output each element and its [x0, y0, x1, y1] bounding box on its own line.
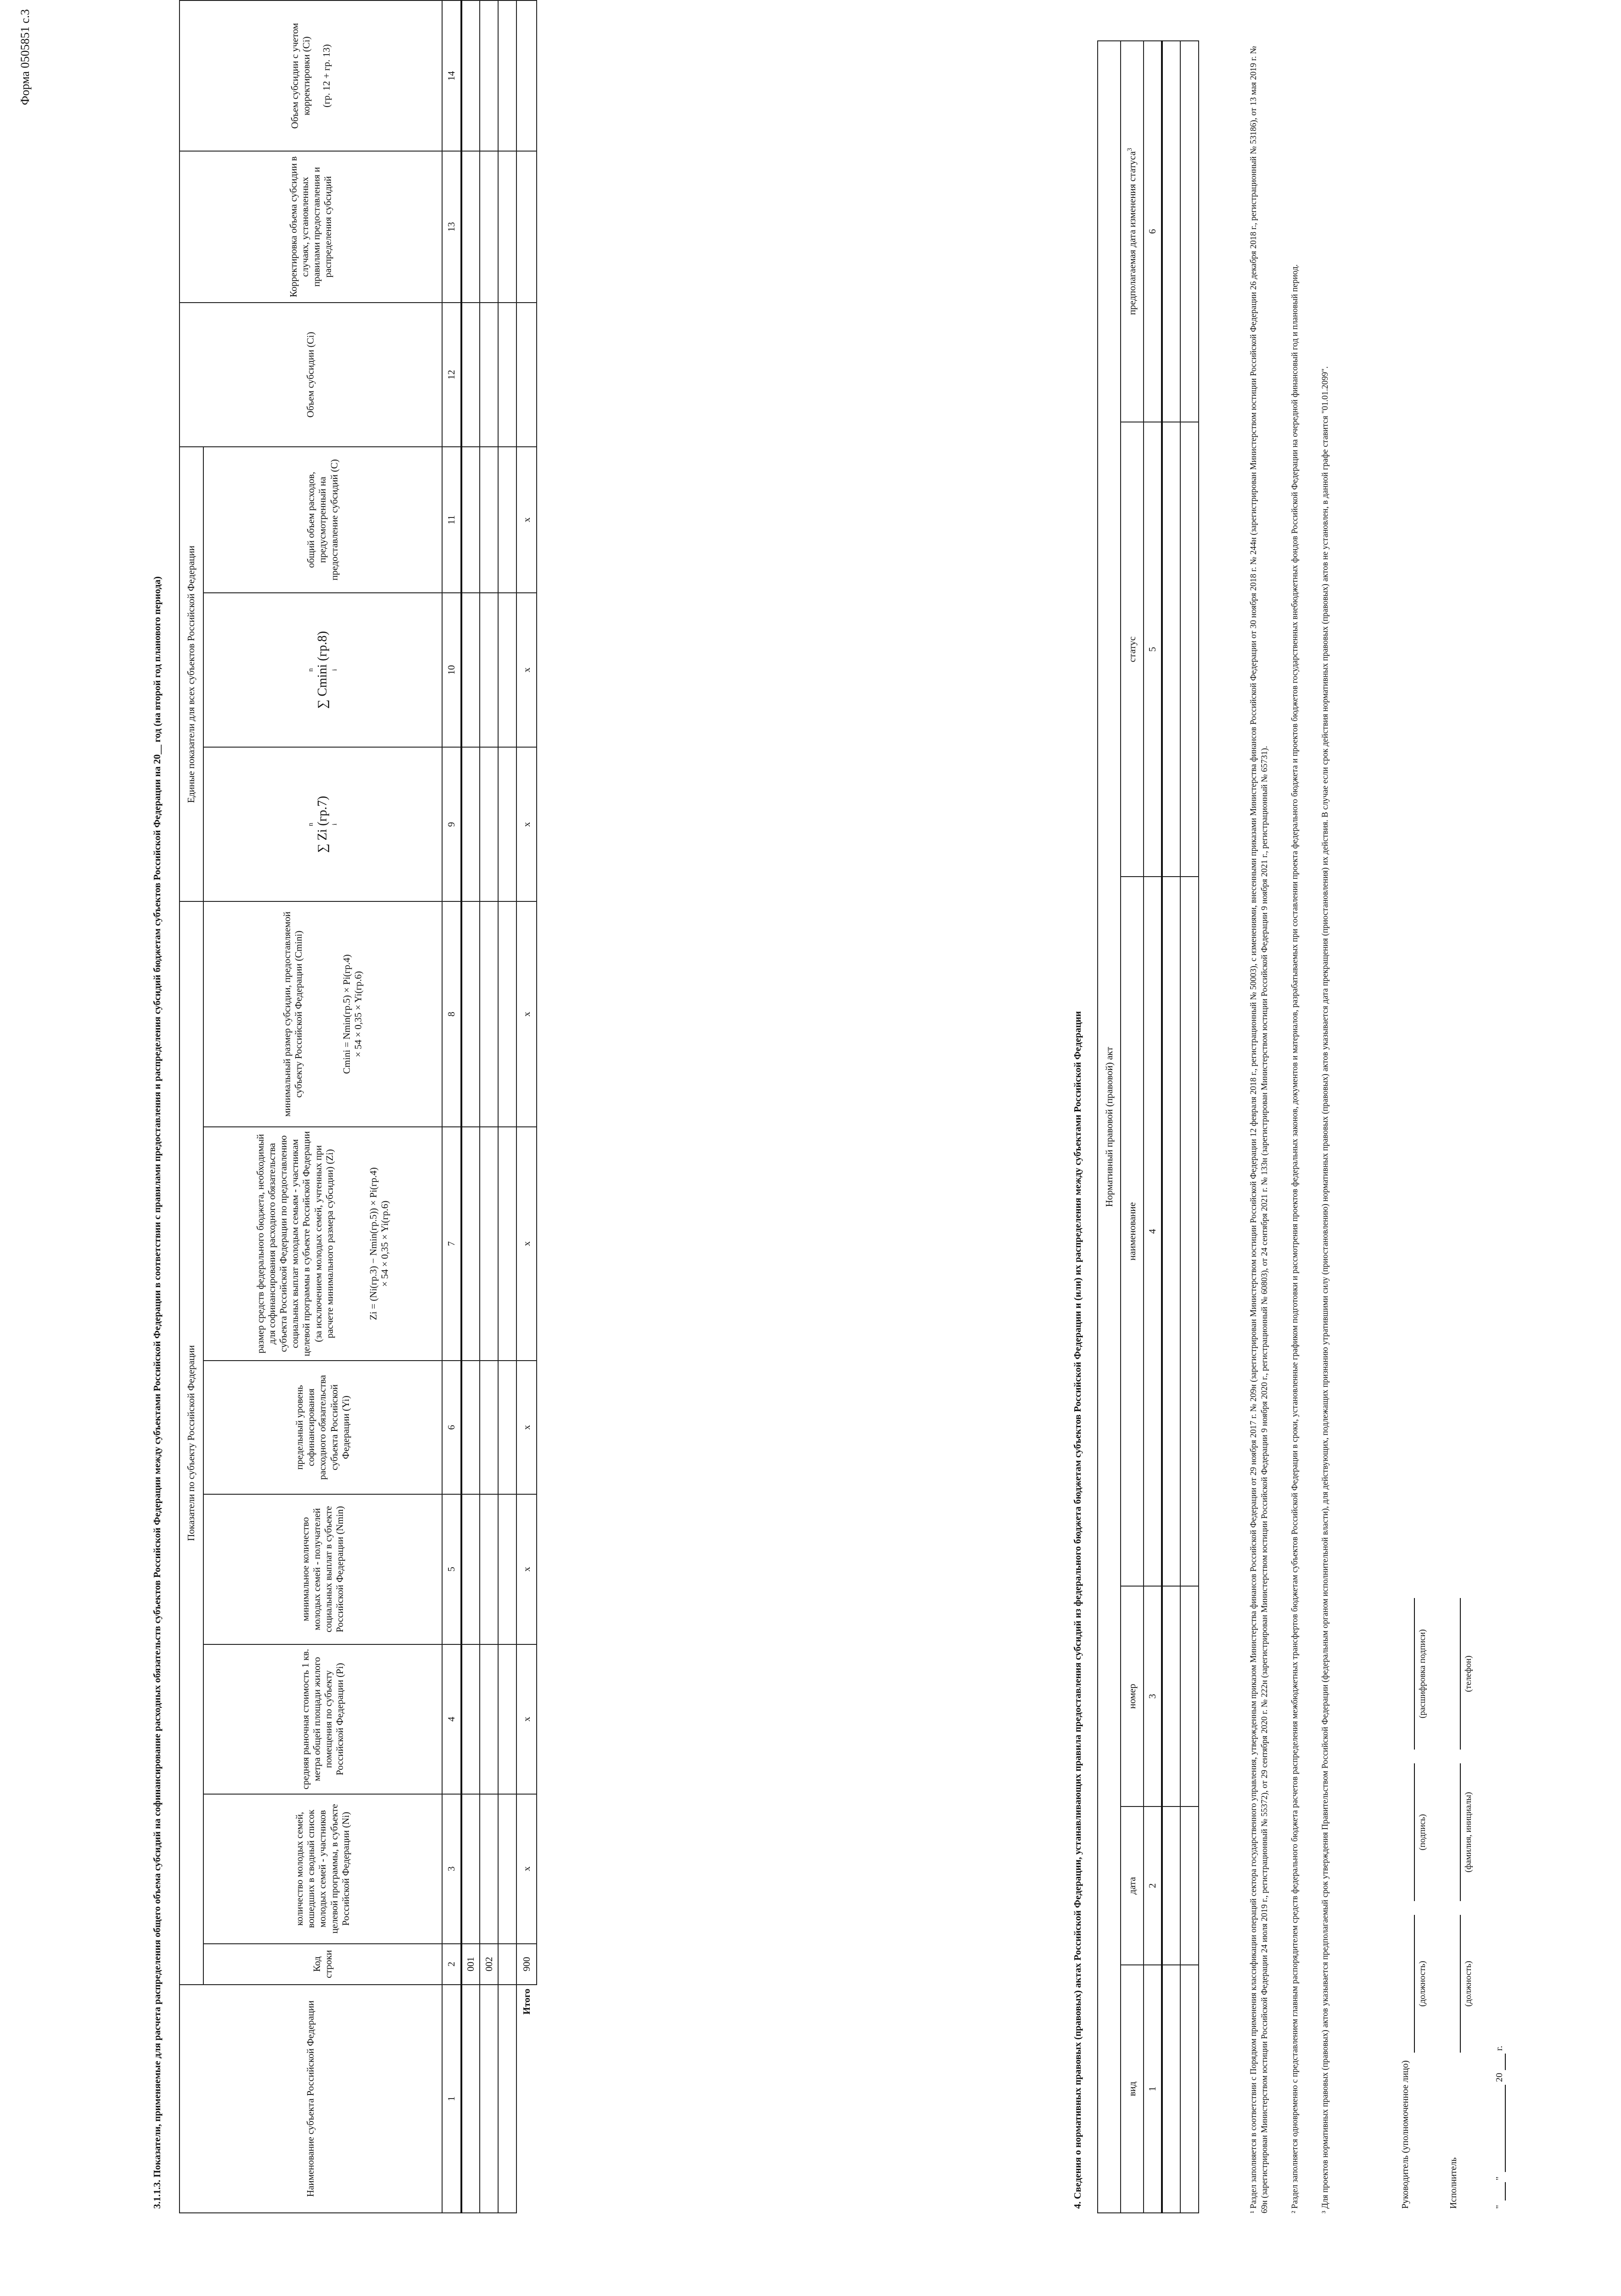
cell[interactable]	[1180, 41, 1199, 422]
col7-formula-a: Zi = (Ni(гр.3) − Nmin(гр.5)) × Pi(гр.4)	[367, 1167, 379, 1320]
cell[interactable]	[480, 1794, 498, 1944]
table-row	[498, 0, 516, 2213]
date-quote-open: "	[1494, 2205, 1504, 2209]
num-4: 4	[442, 1644, 461, 1794]
col7-formula-b: × 54 × 0,35 × Yi(гр.6)	[379, 1200, 391, 1287]
col14-label: Объем субсидии с учетом корректировки (Ci)	[289, 23, 312, 129]
cell[interactable]	[498, 447, 516, 592]
total-row	[516, 0, 537, 2213]
cell[interactable]	[1162, 877, 1180, 1586]
sum-bottom-i: i	[331, 823, 338, 826]
cell-name-001[interactable]	[461, 1985, 480, 2213]
section4-title: 4. Сведения о нормативных правовых (правовых) актах Российской Федерации, устанавливающих правила предоставления субсидий из федерального бюджета бюджетам субъектов Российской Федерации и (или) их распределения между субъектами Российской Федерации	[1072, 1011, 1083, 2209]
executor-name-caption: (фамилия, инициалы)	[1464, 1792, 1473, 1873]
cell[interactable]	[480, 1644, 498, 1794]
col-act-type: вид	[1121, 1965, 1144, 2213]
num-7: 7	[442, 1127, 461, 1361]
cell[interactable]	[461, 303, 480, 447]
section-title: 3.1.1.3. Показатели, применяемые для расчета распределения общего объема субсидий на софинансирование расходных обязательств субъектов Российской Федерации между субъектами Российской Федерации в соответствии с правилами предоставления и распределения субсидий бюджетам субъектов Российской Федерации на 20__ год (на второй год планового периода)	[151, 576, 163, 2209]
num-5: 5	[442, 1494, 461, 1644]
cell[interactable]	[461, 1794, 480, 1944]
x-mark: x	[516, 1794, 537, 1944]
col-sum-cmin	[203, 593, 442, 748]
table-row	[461, 0, 480, 2213]
col-row-code: Код строки	[203, 1944, 442, 1985]
sum-zi-formula: ∑ Zi (гр.7)	[315, 796, 330, 853]
cell[interactable]	[480, 303, 498, 447]
col-cofinancing-level: предельный уровень софинансирования расходного обязательства субъекта Российской Федерации (Yi)	[203, 1361, 442, 1494]
col-avg-price: средняя рыночная стоимость 1 кв. метра общей площади жилого помещения по субъекту Российской Федерации (Pi)	[203, 1644, 442, 1794]
normative-acts-table	[1097, 40, 1199, 2213]
cell[interactable]	[480, 0, 498, 151]
cell[interactable]	[461, 747, 480, 901]
num-13: 13	[442, 151, 461, 302]
col-families-count: количество молодых семей, вошедших в сводный список молодых семей - участников целевой программы, в субъекте Российской Федерации (Ni)	[203, 1794, 442, 1944]
table-row	[480, 0, 498, 2213]
col-act-status: статус	[1121, 422, 1144, 877]
x-mark: x	[516, 901, 537, 1126]
col8-formula-b: × 54 × 0,35 × Yi(гр.6)	[353, 971, 364, 1058]
cell[interactable]	[461, 1494, 480, 1644]
cell[interactable]	[480, 593, 498, 748]
head-signature-caption: (подпись)	[1418, 1814, 1427, 1851]
table-row	[1162, 41, 1180, 2213]
head-position-line[interactable]	[1414, 1915, 1415, 2053]
x-mark: x	[516, 1644, 537, 1794]
sum-top-n: n	[307, 822, 315, 827]
executor-phone-line[interactable]	[1460, 1598, 1461, 1750]
cell[interactable]	[498, 1361, 516, 1494]
cell[interactable]	[1180, 1806, 1199, 1965]
x-mark: x	[516, 1361, 537, 1494]
col14-note: (гр. 12 + гр. 13)	[320, 44, 332, 107]
num-3: 3	[1144, 1586, 1162, 1806]
num-1: 1	[1144, 1965, 1162, 2213]
date-year-prefix: 20	[1494, 2073, 1504, 2082]
num-6: 6	[1144, 41, 1162, 422]
col-min-subsidy	[203, 901, 442, 1126]
head-position-caption: (должность)	[1418, 1961, 1427, 2007]
group-normative-act: Нормативный правовой (правовой) акт	[1098, 41, 1121, 2213]
col-subject-name: Наименование субъекта Российской Федерации	[179, 1985, 442, 2213]
col8-label: минимальный размер субсидии, предоставляемой субъекту Российской Федерации (Cmini)	[281, 912, 304, 1117]
cell[interactable]	[461, 151, 480, 302]
table-row	[1180, 41, 1199, 2213]
head-decoding-line[interactable]	[1414, 1598, 1415, 1750]
cell[interactable]	[1180, 1965, 1199, 2213]
col-subsidy-volume: Объем субсидии (Ci)	[179, 303, 442, 447]
sum-bottom-i-2: i	[331, 669, 338, 671]
cell[interactable]	[498, 1127, 516, 1361]
cell[interactable]	[480, 1127, 498, 1361]
col-status-change-date: предполагаемая дата изменения статуса$^3$	[1121, 41, 1144, 422]
cell[interactable]	[498, 747, 516, 901]
cell-name-blank[interactable]	[498, 1985, 516, 2213]
col-act-name: наименование	[1121, 877, 1144, 1586]
executor-label: Исполнитель	[1448, 2157, 1458, 2209]
col-sum-zi	[203, 747, 442, 901]
col8-formula-a: Cmini = Nmin(гр.5) × Pi(гр.4)	[341, 954, 352, 1074]
num-9: 9	[442, 747, 461, 901]
col-federal-funds	[203, 1127, 442, 1361]
cell[interactable]	[461, 0, 480, 151]
executor-phone-caption: (телефон)	[1464, 1655, 1473, 1692]
cell[interactable]	[498, 1794, 516, 1944]
date-day-line[interactable]	[1505, 2182, 1506, 2200]
date-year-suffix: г.	[1494, 2046, 1504, 2051]
cell[interactable]	[516, 303, 537, 447]
date-year-line[interactable]	[1505, 2054, 1506, 2070]
cell[interactable]	[498, 901, 516, 1126]
cell[interactable]	[516, 0, 537, 151]
num-2: 2	[442, 1944, 461, 1985]
num-12: 12	[442, 303, 461, 447]
cell[interactable]	[461, 1644, 480, 1794]
num-11: 11	[442, 447, 461, 592]
num-2: 2	[1144, 1806, 1162, 1965]
cell[interactable]	[461, 901, 480, 1126]
num-6: 6	[442, 1361, 461, 1494]
head-decoding-caption: (расшифровка подписи)	[1418, 1629, 1427, 1718]
cell[interactable]	[498, 0, 516, 151]
cell[interactable]	[480, 1494, 498, 1644]
cell[interactable]	[480, 747, 498, 901]
x-mark: x	[516, 747, 537, 901]
num-8: 8	[442, 901, 461, 1126]
row-code-blank[interactable]	[498, 1944, 516, 1985]
num-1: 1	[442, 1985, 461, 2213]
col-act-number: номер	[1121, 1586, 1144, 1806]
col-act-date: дата	[1121, 1806, 1144, 1965]
cell-name-002[interactable]	[480, 1985, 498, 2213]
footnote-1: ¹ Раздел заполняется в соответствии с Порядком применения классификации операций сектора государственного управления, утвержденным приказом Министерства финансов Российской Федерации от 29 ноября 2017 г. № 209н (зарегистрирован Министерством юстиции Российской Федерации 12 февраля 2018 г., регистрационный № 50003), с изменениями, внесенными приказами Министерства финансов Российской Федерации от 30 ноября 2018 г. № 244н (зарегистрирован Министерством юстиции Российской Федерации 26 декабря 2018 г., регистрационный № 53186), от 13 мая 2019 г. № 69н (зарегистрирован Министерством юстиции Российской Федерации 24 июля 2019 г., регистрационный № 55372), от 29 сентября 2020 г. № 222н (зарегистрирован Министерством юстиции Российской Федерации 9 ноября 2020 г., регистрационный № 60803), от 24 сентября 2021 г. № 133н (зарегистрирован Министерством юстиции Российской Федерации 9 ноября 2021 г., регистрационный № 65731).	[1249, 46, 1269, 2213]
col-total-expenses: общий объем расходов, предусмотренный на предоставление субсидий (C)	[203, 447, 442, 592]
executor-position-caption: (должность)	[1464, 1961, 1473, 2007]
footnote-2: ² Раздел заполняется одновременно с представлением главным распорядителем средств федерального бюджета расчетов распределения межбюджетных трансфертов бюджетам субъектов Российской Федерации в сроки, установленные графиком подготовки и рассмотрения проектов федеральных законов, документов и материалов, разрабатываемых при составлении проекта федерального бюджета и проектов бюджетов государственных внебюджетных фондов Российской Федерации на очередной финансовый год и плановый период.	[1290, 264, 1300, 2213]
total-label: Итого	[516, 1985, 537, 2213]
cell[interactable]	[516, 151, 537, 302]
cell[interactable]	[1180, 877, 1199, 1586]
cell[interactable]	[1180, 1586, 1199, 1806]
cell[interactable]	[1162, 1586, 1180, 1806]
col7-label: размер средств федерального бюджета, необходимый для софинансирования расходного обязательства субъекта Российской Федерации по предоставлению социальных выплат молодым семьям - участникам целевой программы в субъекте Российской Федерации (за исключением молодых семей, учтенных при расчете минимального размера субсидии) (Zi)	[254, 1131, 335, 1356]
num-14: 14	[442, 0, 461, 151]
cell[interactable]	[498, 1644, 516, 1794]
cell[interactable]	[1180, 422, 1199, 877]
x-mark: x	[516, 1127, 537, 1361]
cell[interactable]	[480, 1361, 498, 1494]
num-4: 4	[1144, 877, 1162, 1586]
cell[interactable]	[461, 1361, 480, 1494]
cell[interactable]	[498, 151, 516, 302]
num-3: 3	[442, 1794, 461, 1944]
x-mark: x	[516, 1494, 537, 1644]
distribution-indicators-table	[179, 0, 537, 2213]
cell[interactable]	[1162, 422, 1180, 877]
cell[interactable]	[498, 593, 516, 748]
col-min-families: минимальное количество молодых семей - получателей социальных выплат в субъекте Российской Федерации (Nmin)	[203, 1494, 442, 1644]
sum-top-n-2: n	[307, 668, 315, 672]
form-label: Форма 0505851 с.3	[18, 9, 32, 106]
cell[interactable]	[1162, 41, 1180, 422]
cell[interactable]	[480, 151, 498, 302]
cell[interactable]	[498, 1494, 516, 1644]
total-code: 900	[516, 1944, 537, 1985]
cell[interactable]	[1162, 1965, 1180, 2213]
num-5: 5	[1144, 422, 1162, 877]
x-mark: x	[516, 447, 537, 592]
cell[interactable]	[480, 901, 498, 1126]
row-code-002: 002	[480, 1944, 498, 1985]
x-mark: x	[516, 593, 537, 748]
cell[interactable]	[461, 593, 480, 748]
col6-label: предполагаемая дата изменения статуса	[1127, 151, 1138, 315]
executor-name-line[interactable]	[1460, 1763, 1461, 1901]
cell[interactable]	[461, 447, 480, 592]
executor-position-line[interactable]	[1460, 1915, 1461, 2053]
cell[interactable]	[1162, 1806, 1180, 1965]
cell[interactable]	[480, 447, 498, 592]
footnote-3: ³ Для проектов нормативных правовых (правовых) актов указывается предполагаемый срок утверждения Правительством Российской Федерации (федеральным органом исполнительной власти), для действующих, подлежащих признанию утратившими силу (приостановлению) нормативных правовых (правовых) актов указывается дата прекращения (приостановления) их действия. В случае если срок действия нормативных правовых (правовых) актов не установлен, в данной графе ставится "01.01.2099".	[1321, 366, 1330, 2213]
sum-cmin-formula: ∑ Cmini (гр.8)	[315, 631, 330, 709]
date-quote-close: "	[1494, 2176, 1504, 2180]
numbers-row	[1144, 41, 1162, 2213]
num-10: 10	[442, 593, 461, 748]
group-subject-indicators: Показатели по субъекту Российской Федерации	[179, 901, 203, 1984]
head-signature-line[interactable]	[1414, 1763, 1415, 1901]
date-month-line[interactable]	[1505, 2085, 1506, 2172]
group-common-indicators: Единые показатели для всех субъектов Российской Федерации	[179, 447, 203, 901]
head-label: Руководитель (уполномоченное лицо)	[1400, 2060, 1410, 2209]
cell[interactable]	[461, 1127, 480, 1361]
col-subsidy-corrected	[179, 0, 442, 151]
row-code-001: 001	[461, 1944, 480, 1985]
col-correction: Корректировка объема субсидии в случаях, установленных правилами предоставления и распределения субсидий	[179, 151, 442, 302]
column-numbers-row	[442, 0, 461, 2213]
cell[interactable]	[498, 303, 516, 447]
